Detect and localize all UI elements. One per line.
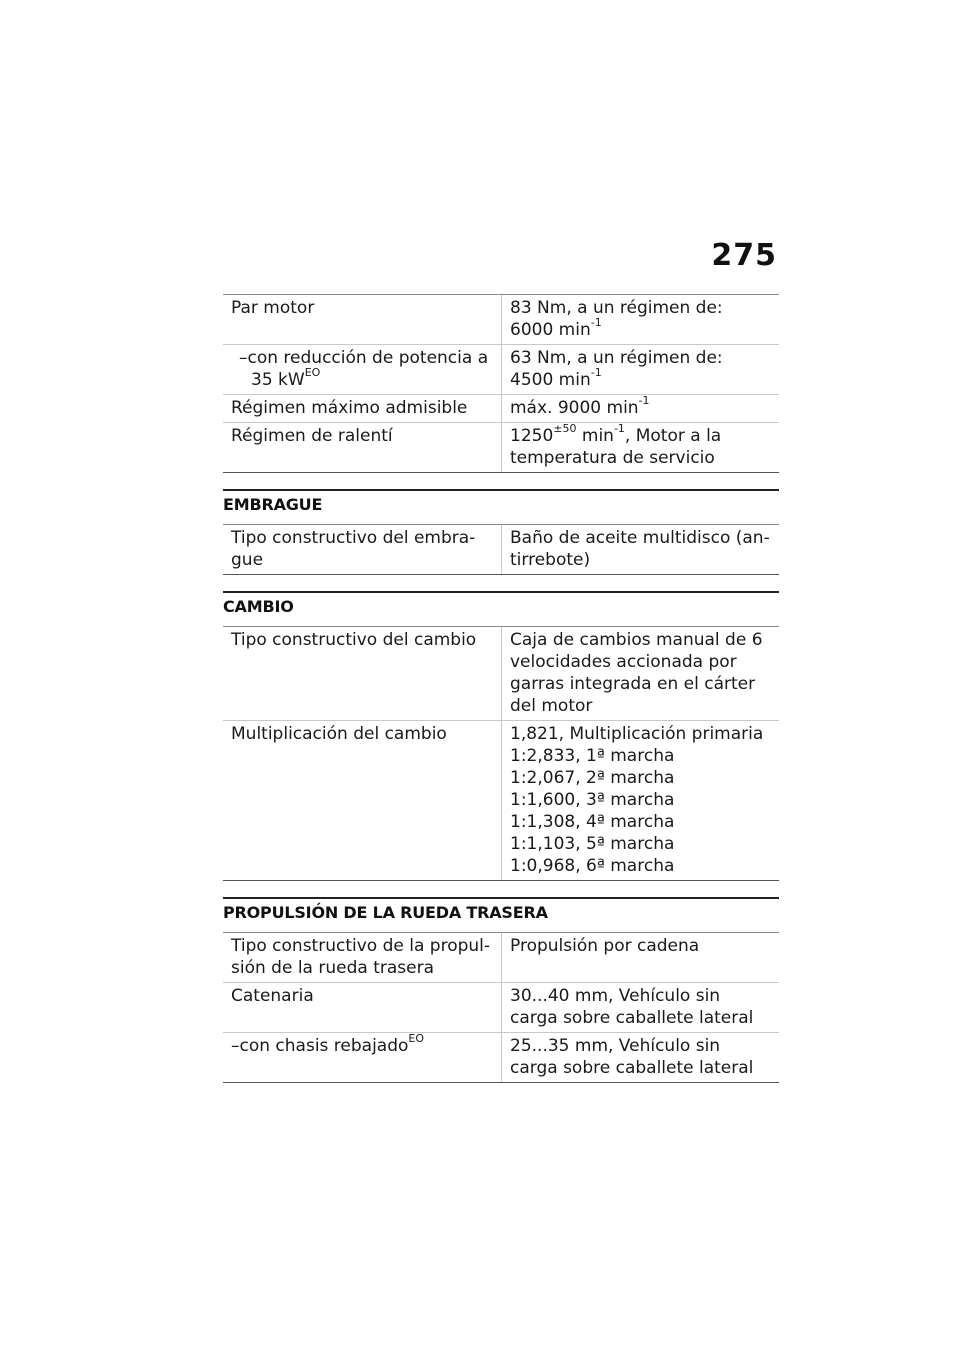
spec-value: 63 Nm, a un régimen de: 4500 $\min^{-1}$ (502, 345, 780, 395)
spec-label: –con chasis rebajado$^{EO}$ (223, 1033, 502, 1083)
spec-label: Régimen máximo admisible (223, 395, 502, 423)
section-propulsion (223, 897, 779, 1083)
spec-value: máx. 9000 $\min^{-1}$ (502, 395, 780, 423)
section-title: EMBRAGUE (223, 495, 323, 514)
spec-label: Catenaria (223, 983, 502, 1033)
embrague-spec-table (223, 524, 779, 575)
spec-value: Baño de aceite multidisco (an-tirrebote) (502, 525, 780, 575)
table-row (223, 395, 779, 423)
spec-label: Tipo constructivo de la propul-sión de la rueda trasera (223, 933, 502, 983)
page-number: 275 (711, 238, 777, 273)
table-row (223, 423, 779, 473)
section-embrague (223, 489, 779, 575)
spec-value: 83 Nm, a un régimen de: 6000 $\min^{-1}$ (502, 295, 780, 345)
motor-spec-table (223, 294, 779, 473)
spec-label: Par motor (223, 295, 502, 345)
propulsion-spec-table (223, 932, 779, 1083)
spec-value: Caja de cambios manual de 6 velocidades accionada por garras integrada en el cárter del motor (502, 627, 780, 721)
spec-value: 30...40 mm, Vehículo sin carga sobre caballete lateral (502, 983, 780, 1033)
cambio-spec-table (223, 626, 779, 881)
table-row (223, 525, 779, 575)
spec-value: 25...35 mm, Vehículo sin carga sobre caballete lateral (502, 1033, 780, 1083)
spec-value: $1250^{\pm 50}$ $\min^{-1}$, Motor a la temperatura de servicio (502, 423, 780, 473)
table-row (223, 627, 779, 721)
table-row (223, 295, 779, 345)
table-row (223, 983, 779, 1033)
spec-label: Multiplicación del cambio (223, 721, 502, 881)
spec-value: Propulsión por cadena (502, 933, 780, 983)
table-row (223, 721, 779, 881)
spec-label: Tipo constructivo del cambio (223, 627, 502, 721)
spec-label: –con reducción de potencia a 35 $kW^{EO}$ (223, 345, 502, 395)
table-row (223, 345, 779, 395)
spec-label: Tipo constructivo del embra-gue (223, 525, 502, 575)
spec-label: Régimen de ralentí (223, 423, 502, 473)
spec-value: 1,821, Multiplicación primaria 1:2,833, 1ª marcha 1:2,067, 2ª marcha 1:1,600, 3ª marcha 1:1,308, 4ª marcha 1:1,103, 5ª marcha 1:0,968, 6ª marcha (502, 721, 780, 881)
section-cambio (223, 591, 779, 881)
spec-content (223, 294, 779, 1083)
table-row (223, 1033, 779, 1083)
section-title: PROPULSIÓN DE LA RUEDA TRASERA (223, 903, 548, 922)
table-row (223, 933, 779, 983)
section-title: CAMBIO (223, 597, 294, 616)
